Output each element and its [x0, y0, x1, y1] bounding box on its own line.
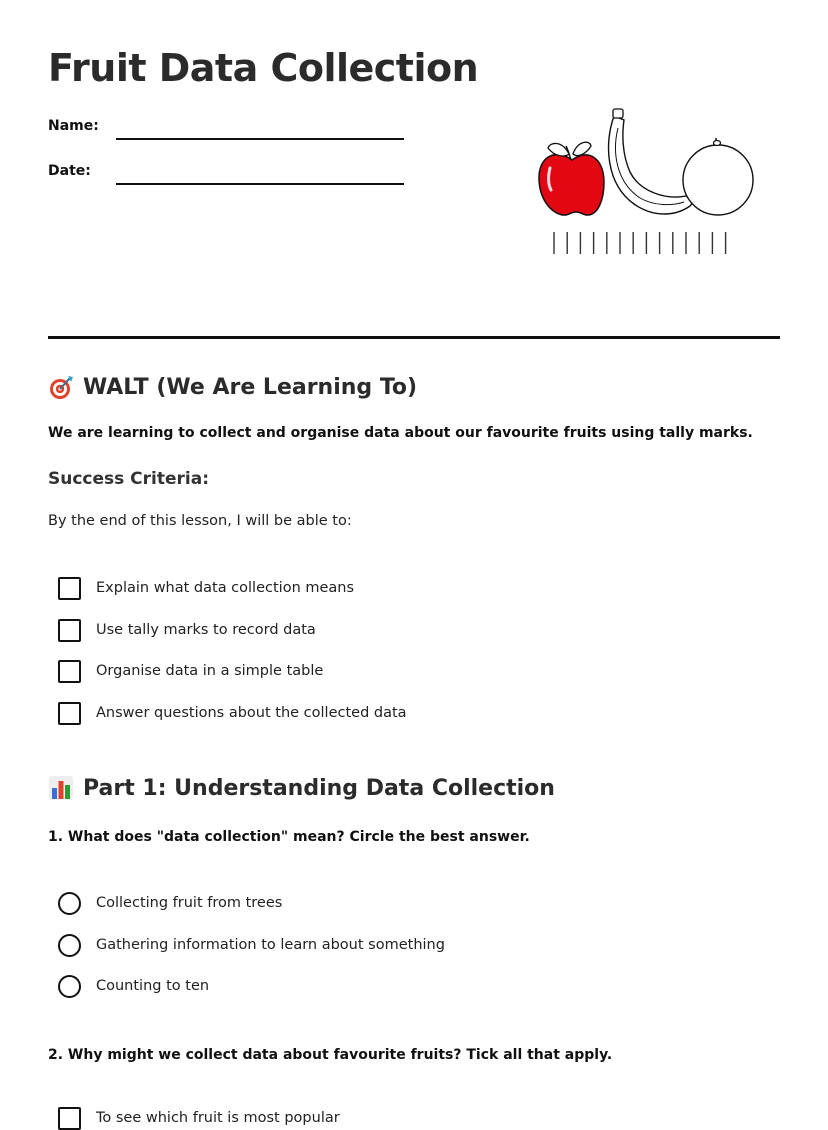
criteria-item[interactable]: [58, 576, 354, 600]
radio-circle[interactable]: [58, 975, 81, 998]
checkbox[interactable]: [58, 702, 81, 725]
walt-heading: [48, 374, 417, 400]
part1-heading: [48, 775, 555, 801]
criteria-label: Explain what data collection means: [96, 580, 355, 596]
apple-icon: [539, 142, 604, 215]
checkbox[interactable]: [58, 660, 81, 683]
question-1: 1. What does "data collection" mean? Circle the best answer.: [48, 829, 530, 845]
checkbox[interactable]: [58, 619, 81, 642]
answer-option[interactable]: [58, 974, 209, 998]
walt-statement: We are learning to collect and organise data about our favourite fruits using tally marks.: [48, 425, 753, 441]
answer-option[interactable]: [58, 1106, 340, 1130]
tally-marks: [554, 232, 726, 254]
date-label: Date:: [48, 163, 91, 179]
bar-chart-icon: [48, 775, 74, 801]
answer-option[interactable]: [58, 891, 282, 915]
date-field[interactable]: [48, 163, 408, 191]
answer-label: Collecting fruit from trees: [96, 895, 283, 911]
name-label: Name:: [48, 118, 99, 134]
criteria-label: Answer questions about the collected data: [96, 705, 407, 721]
answer-label: To see which fruit is most popular: [96, 1110, 340, 1126]
criteria-item[interactable]: [58, 659, 323, 683]
answer-option[interactable]: [58, 933, 445, 957]
section-divider: [48, 336, 780, 339]
name-write-line[interactable]: [116, 138, 404, 140]
checkbox[interactable]: [58, 577, 81, 600]
date-write-line[interactable]: [116, 183, 404, 185]
answer-label: Gathering information to learn about something: [96, 937, 445, 953]
radio-circle[interactable]: [58, 892, 81, 915]
answer-label: Counting to ten: [96, 978, 210, 994]
checkbox[interactable]: [58, 1107, 81, 1130]
page-title: Fruit Data Collection: [48, 46, 479, 90]
part1-heading-text: Part 1: Understanding Data Collection: [83, 775, 555, 801]
criteria-label: Organise data in a simple table: [96, 663, 324, 679]
name-field[interactable]: [48, 118, 408, 146]
criteria-item[interactable]: [58, 618, 316, 642]
orange-icon: [683, 138, 753, 215]
criteria-item[interactable]: [58, 701, 407, 725]
question-2: 2. Why might we collect data about favourite fruits? Tick all that apply.: [48, 1047, 613, 1063]
radio-circle[interactable]: [58, 934, 81, 957]
success-criteria-intro: By the end of this lesson, I will be able to:: [48, 513, 352, 529]
banana-icon: [609, 109, 693, 214]
success-criteria-heading: Success Criteria:: [48, 469, 210, 489]
fruit-illustration: [536, 104, 758, 260]
walt-heading-text: WALT (We Are Learning To): [83, 374, 418, 400]
target-icon: [48, 374, 74, 400]
criteria-label: Use tally marks to record data: [96, 622, 316, 638]
